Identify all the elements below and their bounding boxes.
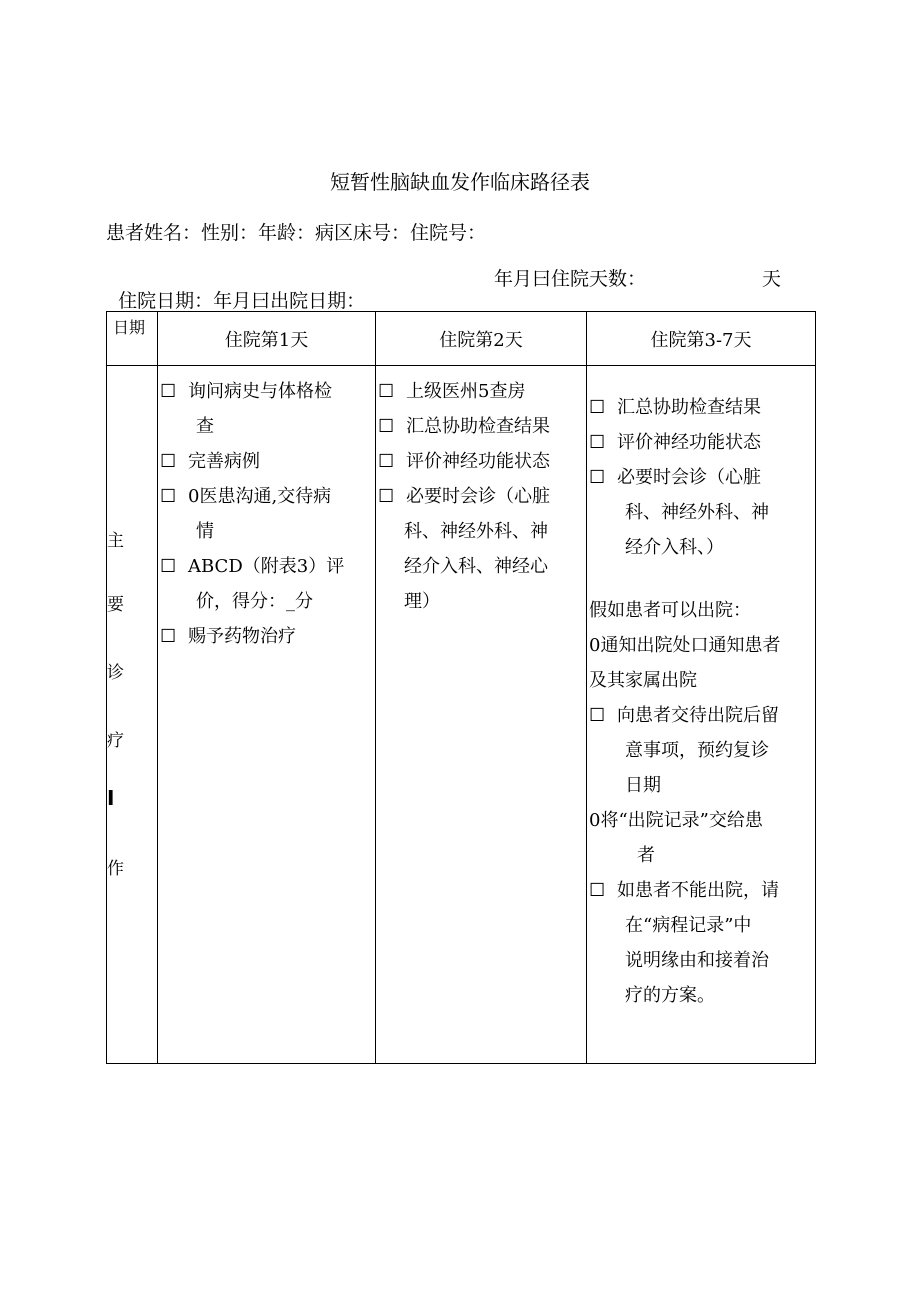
day1-cell <box>158 366 376 1064</box>
checkbox-icon[interactable]: ☐ <box>160 486 177 507</box>
patient-info-line: 患者姓名：性别：年龄：病区床号：住院号： <box>106 222 487 244</box>
row-label-char: 疗 <box>107 731 124 751</box>
checkbox-icon[interactable]: ☐ <box>160 626 177 647</box>
checklist-item: ☐ 汇总协助检查结果 <box>378 409 586 444</box>
checklist-item: ☐ 向患者交待出院后留 意事项，预约复诊 日期 <box>589 698 815 803</box>
admission-date-label: 住院日期：年月曰出院日期： <box>118 290 366 312</box>
row-label-char: 作 <box>107 859 124 879</box>
col-header-day3-7: 住院第3-7天 <box>587 312 816 366</box>
checkbox-icon[interactable]: ☐ <box>378 381 395 402</box>
col-header-day2: 住院第2天 <box>376 312 587 366</box>
checklist-item: ☐ ABCD（附表3）评 价，得分：_分 <box>160 549 375 619</box>
checklist-item: ☐ 必要时会诊（心脏 科、神经外科、神 经介入科、神经心 理） <box>378 479 586 619</box>
checkbox-icon[interactable]: ☐ <box>160 556 177 577</box>
checklist-item: ☐ 完善病例 <box>160 444 375 479</box>
checkbox-icon[interactable]: ☐ <box>160 451 177 472</box>
checklist-item: ☐ 赐予药物治疗 <box>160 619 375 654</box>
col-header-day1: 住院第1天 <box>158 312 376 366</box>
checklist-item: ☐ 评价神经功能状态 <box>378 444 586 479</box>
row-label-char: I <box>107 786 115 810</box>
row-label-char: 要 <box>107 595 124 615</box>
checklist-item: ☐ 0医患沟通,交待病 情 <box>160 479 375 549</box>
checkbox-icon[interactable]: ☐ <box>589 705 606 726</box>
checkbox-icon[interactable]: ☐ <box>378 416 395 437</box>
checklist-item: ☐ 必要时会诊（心脏 科、神经外科、神 经介入科、） <box>589 460 815 565</box>
row-label-char: 主 <box>107 531 124 551</box>
day3-7-cell <box>587 366 816 1064</box>
checklist-item: ☐ 询问病史与体格检 查 <box>160 374 375 444</box>
row-label-char: 诊 <box>107 663 124 683</box>
day2-cell <box>376 366 587 1064</box>
checklist-item: ☐ 如患者不能出院，请 在“病程记录”中 说明缘由和接着治 疗的方案。 <box>589 873 815 1013</box>
discharge-heading: 假如患者可以出院： <box>589 600 751 621</box>
checkbox-icon[interactable]: ☐ <box>589 432 606 453</box>
main-treatment-row <box>107 366 816 1064</box>
checklist-item: ☐ 评价神经功能状态 <box>589 425 815 460</box>
checkbox-icon[interactable]: ☐ <box>589 397 606 418</box>
table-header-row <box>107 312 816 366</box>
checkbox-icon[interactable]: ☐ <box>378 451 395 472</box>
checkbox-icon[interactable]: ☐ <box>589 880 606 901</box>
checkbox-icon[interactable]: ☐ <box>160 381 177 402</box>
notice-item: 0通知出院处口通知患者 及其家属出院 <box>589 635 781 691</box>
page-title: 短暂性脑缺血发作临床路径表 <box>330 170 590 194</box>
checklist-item: ☐ 上级医州5查房 <box>378 374 586 409</box>
days-unit-label: 天 <box>762 268 782 290</box>
checkbox-icon[interactable]: ☐ <box>589 467 606 488</box>
date-label: 日期 <box>107 312 158 366</box>
checklist-item: ☐ 汇总协助检查结果 <box>589 390 815 425</box>
checkbox-icon[interactable]: ☐ <box>378 486 395 507</box>
record-item: 0将“出院记录”交给患 者 <box>589 810 763 866</box>
clinical-pathway-table <box>106 311 816 1064</box>
row-label-main-treatment <box>107 366 158 1064</box>
discharge-date-label: 年月曰住院天数： <box>494 268 647 290</box>
